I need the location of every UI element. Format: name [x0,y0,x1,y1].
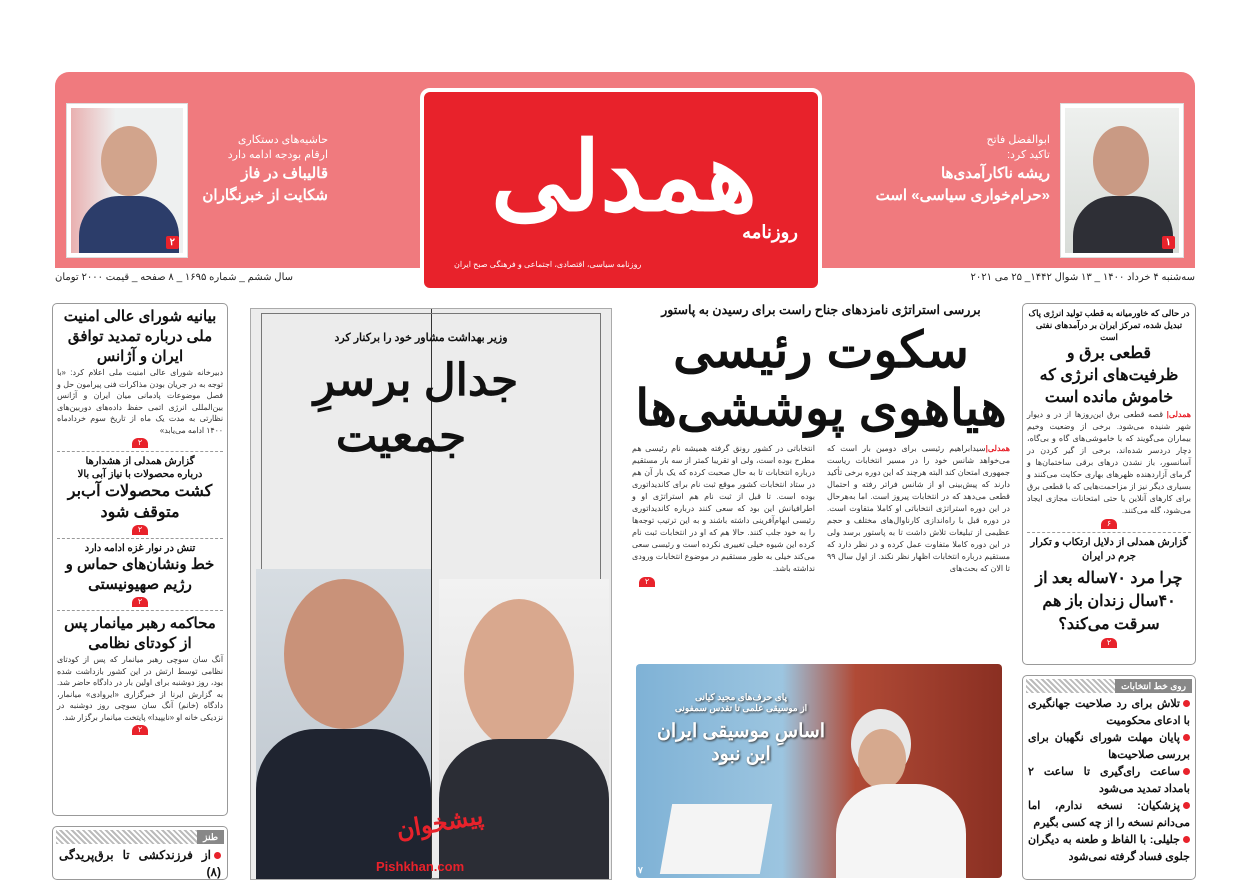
crime-article[interactable] [1027,536,1191,648]
headline: قطعی برق و ظرفیت‌های انرژی که خاموش مانده است [1039,345,1179,406]
portrait-right [439,579,609,879]
suit-shape [1073,196,1173,253]
banner-left-story[interactable] [128,133,328,207]
face-shape [1093,126,1149,196]
bullet-icon [1183,768,1190,775]
article-body-col1: سیدابراهیم رئیسی برای دومین بار است که می‌خواهد شانس خود را در مسیر انتخابات ریاست جمهوری امتحان کند البته هرچند که این دوره برخی تأکید دارند که پیش‌بینی او از شانس فراتر رفته و احتمال قطعی می‌دهد که در انتخابات پیروز است. اما به‌هرحال در این دوره استراتژی انتخاباتی او کاملا متفاوت است. در دوره قبل با راه‌اندازی کارناوال‌های مختلف و حجم عظیمی از تبلیغات تلاش داشت تا به پاستور برسد ولی در این دوره کاملا متفاوت عمل کرده و در نظر دارد که مستقیم درباره انتخابات اظهار نظر نکند. از اول سال ۹۹ تا الان که بحث‌های [827,444,1010,573]
article-body: دبیرخانه شورای عالی امنیت ملی اعلام کرد: «با توجه به در جریان بودن مذاکرات فنی پیرامون حل و فصل موضوعات پادمانی میان ایران و آژانس بین‌المللی انرژی اتمی حفظ داده‌های دوربین‌های نظارتی به مدت یک ماه از تاریخ سوم خردادماه ۱۴۰۰ ادامه می‌یابد» [57,368,223,435]
headline: هیاهوی پوششی‌ها [635,380,1007,436]
article-body-col2: انتخاباتی در کشور رونق گرفته همیشه نام رئیسی هم مطرح بوده است، ولی او تقریبا کمتر از سه بار مستقیم درباره انتخابات تا به حال صحبت کرده که یک بار آن هم در ستاد انتخابات کشور موقع ثبت نام برای کاندیداتوری بوده است. تا قبل از ثبت نام هم استراتژی او و اطرافیانش این بود که سعی کنند درباره کاندیداتوری رئیسی ابهام‌آفرینی داشته باشند و به این ترتیب توجه‌ها را به خود جلب کنند. حالا هم که او در انتخابات ثبت نام کرده این شیوه خیلی تغییری نکرده است و رئیسی سعی می‌کند خیلی به طور مستقیم در موضوع انتخابات ورودی نداشته باشد. [632,444,815,573]
kicker: از موسیقی علمی تا تقدس سمفونی [674,703,808,713]
issue-date: سه‌شنبه ۴ خرداد ۱۴۰۰ _ ۱۳ شوال ۱۴۴۲_ ۲۵ می ۲۰۲۱ [970,272,1195,283]
kicker: تاکید کرد: [1006,149,1050,161]
main-article[interactable] [632,303,1010,587]
headline: «حرام‌خواری سیاسی» است [875,187,1050,204]
headline: چرا مرد ۷۰ساله بعد از ۴۰سال زندان باز هم سرقت می‌کند؟ [1035,570,1183,633]
headline: خط ونشان‌های حماس و رژیم صهیونیستی [65,556,215,593]
watermark-logo: پیشخوان [394,802,486,845]
page-badge[interactable]: ۶ [1101,519,1117,529]
page-badge[interactable]: ۲ [1101,638,1117,648]
energy-article[interactable] [1027,307,1191,529]
kicker: گزارش همدلی از دلایل ارتکاب و تکرار جرم در ایران [1030,537,1188,562]
section-header [1026,679,1192,693]
watermark-url: Pishkhan.com [376,859,465,874]
laptop-shape [660,804,772,874]
music-feature-photo[interactable] [636,664,1002,878]
water-crops-article[interactable] [57,455,223,535]
headline: اساسِ موسیقی ایران [656,721,826,742]
bullet-icon [1183,734,1190,741]
kicker: درباره محصولات با نیاز آبی بالا [77,469,203,480]
headline: محاکمه رهبر میانمار پس از کودتای نظامی [64,615,216,652]
election-item[interactable] [1028,832,1190,866]
fateh-photo[interactable] [1060,103,1184,258]
left-column-box [52,303,228,816]
source-label: همدلی| [1166,410,1191,419]
page-badge[interactable]: ۲ [132,438,148,448]
logo-text: همدلی [491,120,757,233]
issue-info: سال ششم _ شماره ۱۶۹۵ _ ۸ صفحه _ قیمت ۲۰۰۰ تومان [55,272,294,283]
bullet-icon [1183,700,1190,707]
headline: شکایت از خبرنگاران [202,187,328,204]
satire-item[interactable] [56,844,224,884]
section-title: روی خط انتخابات [1115,679,1192,693]
kicker: ابوالفضل فاتح [986,134,1050,146]
tagline: روزنامه سیاسی، اقتصادی، اجتماعی و فرهنگی صبح ایران [454,260,642,269]
kicker: گزارش همدلی از هشدارها [85,456,195,467]
divider [1027,532,1191,533]
article-body: آنگ سان سوچی رهبر میانمار که پس از کودتای نظامی توسط ارتش در این کشور بازداشت شده بود، روز دوشنبه برای اولین بار در دادگاه حاضر شد. به گزارش ایرنا از خبرگزاری «ایروادی» میانمار، دادگاه (خانم) آنگ سان سوچی روز دوشنبه در نزدیکی خانه او «نایپیدا» پایتخت میانمار برگزار شد. [57,655,223,722]
divider [57,610,223,611]
newspaper-logo[interactable] [420,88,822,292]
source-label: همدلی| [985,444,1010,453]
page-badge[interactable]: ۲ [132,725,148,735]
section-title: طنز [197,830,224,844]
kicker: بررسی استراتژی نامزدهای جناح راست برای رسیدن به پاستور [661,303,981,317]
headline: قالیباف در فاز [241,165,328,182]
election-item[interactable] [1028,798,1190,832]
kicker: وزیر بهداشت مشاور خود را برکنار کرد [334,332,508,344]
banner-right-story[interactable] [850,133,1050,207]
satire-box [52,826,228,880]
right-column-box [1022,303,1196,665]
bullet-icon [1183,836,1190,843]
item-text: پزشکیان: نسخه ندارم، اما می‌دانم نسخه را از چه کسی بگیرم [1028,800,1190,829]
headline: سکوت رئیسی [673,322,969,378]
headline: جدال برسرِ [313,356,519,405]
page-badge[interactable]: ۲ [639,577,655,587]
bullet-icon [1183,802,1190,809]
article-body: قصه قطعی برق این‌روزها از در و دیوار شهر شنیده می‌شود. برخی از وضعیت وخیم بیماران می‌گویند که با خاموشی‌های گاه و بی‌گاه، دچار دردسر شده‌اند، برخی از گیر کردن در آسانسور، باز نشدن درهای برقی ساختمان‌ها و گرمای آزاردهنده ظهرهای بهاری حکایت می‌کنند و بسیاری دیگر نیز از مزاحمت‌هایی که با قطعی برق برای کارهای آنلاین یا حتی امتحانات مجازی ایجاد می‌شود، گله می‌کنند. [1027,410,1191,515]
headline: کشت محصولات آب‌بر متوقف شود [67,483,213,521]
logo-prefix: روزنامه [742,222,798,242]
item-text: پایان مهلت شورای نگهبان برای بررسی صلاحیت‌ها [1028,732,1190,761]
face-shape [858,729,906,789]
headline: جمعیت [335,412,467,461]
headline: ریشه ناکارآمدی‌ها [940,165,1050,182]
election-item[interactable] [1028,696,1190,730]
health-feature[interactable] [250,308,612,880]
page-badge[interactable]: ۲ [132,597,148,607]
bullet-icon [214,852,221,859]
section-header [56,830,224,844]
gaza-article[interactable] [57,542,223,607]
page-number[interactable]: ۷ [638,865,643,875]
myanmar-article[interactable] [57,614,223,735]
election-box [1022,675,1196,880]
divider [57,451,223,452]
item-text: جلیلی: با الفاظ و طعنه به دیگران جلوی فساد گرفته نمی‌شود [1028,834,1190,863]
item-text: از فرزندکشی تا برق‌پریدگی (۸) [59,848,221,879]
item-text: ساعت رای‌گیری تا ساعت ۲ بامداد تمدید می‌شود [1028,766,1190,795]
kicker: در حالی که خاورمیانه به قطب تولید انرژی پاک تبدیل شده، تمرکز ایران بر درآمدهای نفتی است [1028,308,1190,342]
divider [57,538,223,539]
election-item[interactable] [1028,730,1190,764]
page-badge[interactable]: ۲ [166,236,179,249]
shirt-shape [836,784,966,878]
page-badge[interactable]: ۱ [1162,236,1175,249]
election-item[interactable] [1028,764,1190,798]
page-badge[interactable]: ۲ [132,525,148,535]
headline: بیانیه شورای عالی امنیت ملی درباره تمدید توافق ایران و آژانس [63,308,217,365]
kicker: ارقام بودجه ادامه دارد [227,149,328,161]
kicker: حاشیه‌های دستکاری [237,134,328,146]
kicker: پای حرف‌های مجید کیانی [694,692,787,702]
item-text: تلاش برای رد صلاحیت جهانگیری با ادعای محکومیت [1028,698,1190,727]
headline: این نبود [711,744,771,765]
security-council-article[interactable] [57,307,223,448]
kicker: تنش در نوار غزه ادامه دارد [84,543,196,554]
